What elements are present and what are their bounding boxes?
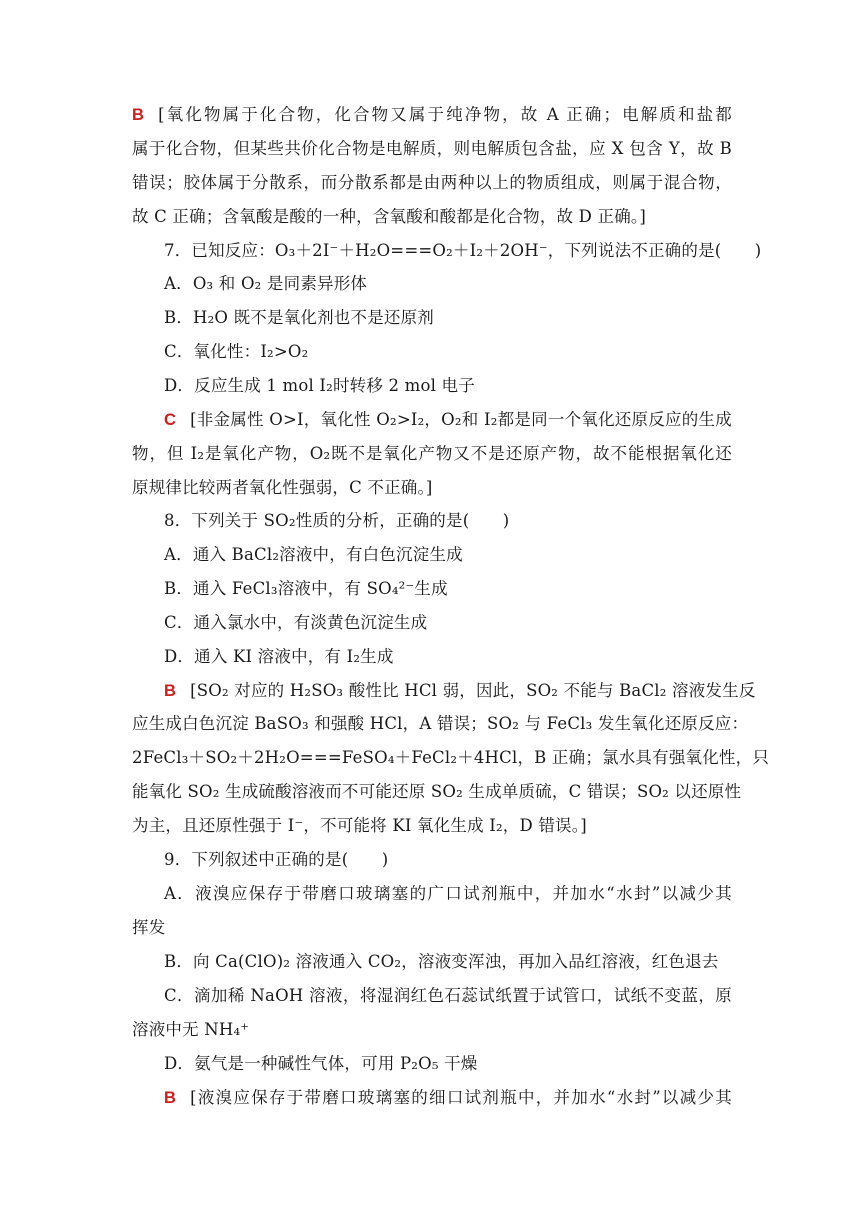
- q8-explanation-line-2: 应生成白色沉淀 BaSO₃ 和强酸 HCl，A 错误；SO₂ 与 FeCl₃ 发生氧化还原反应：: [132, 714, 749, 733]
- q8-explanation-line-5: 为主，且还原性强于 I⁻，不可能将 KI 氧化生成 I₂，D 错误。]: [132, 816, 587, 835]
- q7-option-b: B．H₂O 既不是氧化剂也不是还原剂: [164, 308, 435, 327]
- q8-answer: B: [164, 682, 177, 700]
- q8-option-b: B．通入 FeCl₃溶液中，有 SO₄²⁻生成: [164, 579, 448, 598]
- q7-explanation-line-1: C [非金属性 O>I，氧化性 O₂>I₂，O₂和 I₂都是同一个氧化还原反应的生成: [164, 410, 732, 429]
- q6-explanation-line-2: 属于化合物，但某些共价化合物是电解质，则电解质包含盐，应 X 包含 Y，故 B: [132, 139, 732, 158]
- q9-option-c-line-2: 溶液中无 NH₄⁺: [132, 1020, 250, 1039]
- q9-explanation-line-1: B [液溴应保存于带磨口玻璃塞的细口试剂瓶中，并加水“水封”以减少其: [164, 1088, 732, 1107]
- q8-explanation-line-4: 能氧化 SO₂ 生成硫酸溶液而不可能还原 SO₂ 生成单质硫，C 错误；SO₂ 以还原性: [132, 782, 742, 801]
- q8-explanation-line-3: 2FeCl₃＋SO₂＋2H₂O===FeSO₄＋FeCl₂＋4HCl，B 正确；氯水具有强氧化性，只: [132, 748, 770, 767]
- q8-option-c: C．通入氯水中，有淡黄色沉淀生成: [164, 613, 428, 632]
- q9-option-a-line-1: A．液溴应保存于带磨口玻璃塞的广口试剂瓶中，并加水“水封”以减少其: [164, 884, 732, 903]
- q7-stem: 7．已知反应：O₃＋2I⁻＋H₂O===O₂＋I₂＋2OH⁻，下列说法不正确的是( ): [164, 241, 762, 260]
- q8-stem: 8．下列关于 SO₂性质的分析，正确的是( ): [164, 511, 510, 530]
- q7-option-c: C．氧化性：I₂>O₂: [164, 342, 309, 361]
- q7-answer: C: [164, 411, 177, 429]
- q7-option-d: D．反应生成 1 mol I₂时转移 2 mol 电子: [164, 376, 475, 395]
- q9-option-d: D．氨气是一种碱性气体，可用 P₂O₅ 干燥: [164, 1054, 478, 1073]
- q8-option-d: D．通入 KI 溶液中，有 I₂生成: [164, 647, 394, 666]
- q6-answer: B: [132, 106, 145, 124]
- q6-explanation-line-4: 故 C 正确；含氧酸是酸的一种，含氧酸和酸都是化合物，故 D 正确。]: [132, 207, 647, 226]
- q9-option-a-line-2: 挥发: [132, 918, 166, 937]
- q7-explanation-line-3: 原规律比较两者氧化性强弱，C 不正确。]: [132, 478, 433, 497]
- q6-explanation-line-1: B [氧化物属于化合物，化合物又属于纯净物，故 A 正确；电解质和盐都: [132, 105, 732, 124]
- q9-option-b: B．向 Ca(ClO)₂ 溶液通入 CO₂，溶液变浑浊，再加入品红溶液，红色退去: [164, 952, 719, 971]
- q9-stem: 9．下列叙述中正确的是( ): [164, 850, 389, 869]
- q9-answer: B: [164, 1089, 177, 1107]
- q7-option-a: A．O₃ 和 O₂ 是同素异形体: [164, 274, 368, 293]
- q8-explanation-line-1: B [SO₂ 对应的 H₂SO₃ 酸性比 HCl 弱，因此，SO₂ 不能与 BaCl₂ 溶液发生反: [164, 681, 756, 700]
- q6-explanation-line-3: 错误；胶体属于分散系，而分散系都是由两种以上的物质组成，则属于混合物，: [132, 173, 732, 192]
- q9-option-c-line-1: C．滴加稀 NaOH 溶液，将湿润红色石蕊试纸置于试管口，试纸不变蓝，原: [164, 986, 732, 1005]
- q7-explanation-line-2: 物，但 I₂是氧化产物，O₂既不是氧化产物又不是还原产物，故不能根据氧化还: [132, 444, 732, 463]
- q8-option-a: A．通入 BaCl₂溶液中，有白色沉淀生成: [164, 545, 463, 564]
